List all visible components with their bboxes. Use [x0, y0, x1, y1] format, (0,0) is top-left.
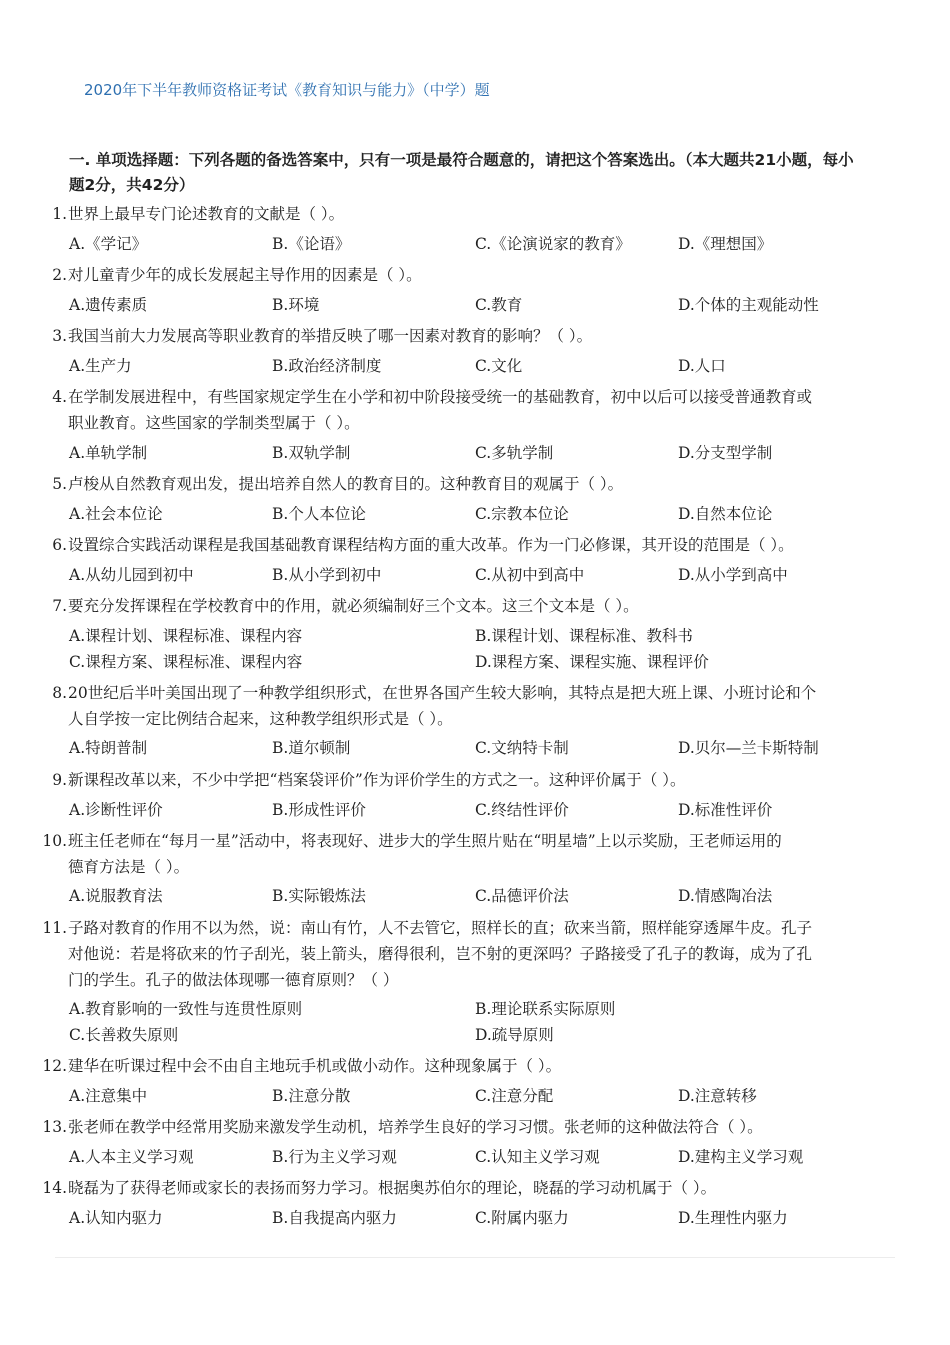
answer-option-c[interactable]: C.文化 [475, 357, 523, 375]
answer-option-d[interactable]: D.课程方案、课程实施、课程评价 [475, 653, 709, 671]
answer-option-c[interactable]: C.品德评价法 [475, 887, 569, 905]
question-number: 10. [42, 832, 67, 850]
question-text: 卢梭从自然教育观出发，提出培养自然人的教育目的。这种教育目的观属于（ ）。 [68, 475, 624, 493]
answer-option-b[interactable]: B.环境 [272, 296, 320, 314]
question-text: 张老师在教学中经常用奖励来激发学生动机，培养学生良好的学习习惯。张老师的这种做法符合（ ）。 [68, 1118, 763, 1136]
answer-option-c[interactable]: C.注意分配 [475, 1087, 554, 1105]
answer-option-c[interactable]: C.终结性评价 [475, 801, 569, 819]
answer-option-a[interactable]: A.课程计划、课程标准、课程内容 [69, 627, 303, 645]
answer-option-b[interactable]: B.政治经济制度 [272, 357, 382, 375]
answer-option-a[interactable]: A.人本主义学习观 [69, 1148, 194, 1166]
question-number: 8. [52, 684, 67, 702]
question-text: 德育方法是（ ）。 [68, 858, 190, 876]
question-text: 门的学生。孔子的做法体现哪一德育原则？（ ） [68, 971, 399, 989]
answer-option-d[interactable]: D.人口 [678, 357, 726, 375]
answer-option-b[interactable]: B.注意分散 [272, 1087, 351, 1105]
section-header: 一. 单项选择题：下列各题的备选答案中，只有一项是最符合题意的，请把这个答案选出。（本大题共21小题，每小题2分，共42分） [69, 151, 854, 194]
answer-option-a[interactable]: A.单轨学制 [69, 444, 148, 462]
question-text: 人自学按一定比例结合起来，这种教学组织形式是（ ）。 [68, 710, 453, 728]
answer-option-d[interactable]: D.自然本位论 [678, 505, 773, 523]
answer-option-c[interactable]: C.文纳特卡制 [475, 739, 569, 757]
answer-option-b[interactable]: B.自我提高内驱力 [272, 1209, 397, 1227]
question-text: 20世纪后半叶美国出现了一种教学组织形式，在世界各国产生较大影响，其特点是把大班上课、小班讨论和个 [68, 684, 817, 702]
answer-option-d[interactable]: D.《理想国》 [678, 235, 773, 253]
question-text: 职业教育。这些国家的学制类型属于（ ）。 [68, 414, 360, 432]
answer-option-d[interactable]: D.贝尔—兰卡斯特制 [678, 739, 819, 757]
question-text: 班主任老师在“每月一星”活动中，将表现好、进步大的学生照片贴在“明星墙”上以示奖励，王老师运用的 [68, 832, 782, 850]
answer-option-b[interactable]: B.《论语》 [272, 235, 351, 253]
answer-option-a[interactable]: A.特朗普制 [69, 739, 148, 757]
answer-option-b[interactable]: B.从小学到初中 [272, 566, 382, 584]
answer-option-d[interactable]: D.情感陶冶法 [678, 887, 773, 905]
question-number: 1. [52, 205, 67, 223]
answer-option-c[interactable]: C.课程方案、课程标准、课程内容 [69, 653, 303, 671]
answer-option-d[interactable]: D.个体的主观能动性 [678, 296, 819, 314]
answer-option-a[interactable]: A.生产力 [69, 357, 132, 375]
question-number: 7. [52, 597, 67, 615]
question-text: 对他说：若是将砍来的竹子刮光，装上箭头，磨得很利，岂不射的更深吗？子路接受了孔子的教诲，成为了孔 [68, 945, 813, 963]
answer-option-b[interactable]: B.课程计划、课程标准、教科书 [475, 627, 693, 645]
answer-option-b[interactable]: B.道尔顿制 [272, 739, 351, 757]
answer-option-a[interactable]: A.诊断性评价 [69, 801, 163, 819]
answer-option-c[interactable]: C.《论演说家的教育》 [475, 235, 631, 253]
question-number: 2. [52, 266, 67, 284]
answer-option-b[interactable]: B.形成性评价 [272, 801, 366, 819]
answer-option-a[interactable]: A.认知内驱力 [69, 1209, 163, 1227]
answer-option-c[interactable]: C.宗教本位论 [475, 505, 569, 523]
answer-option-c[interactable]: C.长善救失原则 [69, 1026, 179, 1044]
answer-option-d[interactable]: D.标准性评价 [678, 801, 773, 819]
question-text: 子路对教育的作用不以为然，说：南山有竹，人不去管它，照样长的直；砍来当箭，照样能穿透犀牛皮。孔子 [68, 919, 813, 937]
question-number: 12. [42, 1057, 67, 1075]
question-number: 13. [42, 1118, 67, 1136]
answer-option-a[interactable]: A.遗传素质 [69, 296, 148, 314]
question-text: 在学制发展进程中，有些国家规定学生在小学和初中阶段接受统一的基础教育，初中以后可以接受普通教育或 [68, 388, 813, 406]
question-text: 晓磊为了获得老师或家长的表扬而努力学习。根据奥苏伯尔的理论，晓磊的学习动机属于（ ）。 [68, 1179, 717, 1197]
question-text: 我国当前大力发展高等职业教育的举措反映了哪一因素对教育的影响？（ ）。 [68, 327, 593, 345]
question-number: 5. [52, 475, 67, 493]
question-text: 要充分发挥课程在学校教育中的作用，就必须编制好三个文本。这三个文本是（ ）。 [68, 597, 639, 615]
answer-option-a[interactable]: A.社会本位论 [69, 505, 163, 523]
answer-option-b[interactable]: B.双轨学制 [272, 444, 351, 462]
answer-option-a[interactable]: A.说服教育法 [69, 887, 163, 905]
answer-option-c[interactable]: C.教育 [475, 296, 523, 314]
answer-option-d[interactable]: D.疏导原则 [475, 1026, 554, 1044]
page-divider [55, 1257, 895, 1258]
answer-option-d[interactable]: D.建构主义学习观 [678, 1148, 804, 1166]
answer-option-b[interactable]: B.行为主义学习观 [272, 1148, 397, 1166]
answer-option-d[interactable]: D.从小学到高中 [678, 566, 788, 584]
question-number: 4. [52, 388, 67, 406]
question-number: 6. [52, 536, 67, 554]
answer-option-c[interactable]: C.认知主义学习观 [475, 1148, 600, 1166]
answer-option-b[interactable]: B.个人本位论 [272, 505, 366, 523]
answer-option-a[interactable]: A.《学记》 [69, 235, 148, 253]
answer-option-a[interactable]: A.注意集中 [69, 1087, 148, 1105]
answer-option-d[interactable]: D.分支型学制 [678, 444, 773, 462]
question-text: 新课程改革以来，不少中学把“档案袋评价”作为评价学生的方式之一。这种评价属于（ ）。 [68, 771, 686, 789]
question-number: 9. [52, 771, 67, 789]
answer-option-d[interactable]: D.生理性内驱力 [678, 1209, 788, 1227]
document-title: 2020年下半年教师资格证考试《教育知识与能力》（中学）题 [84, 81, 490, 99]
answer-option-d[interactable]: D.注意转移 [678, 1087, 757, 1105]
answer-option-c[interactable]: C.多轨学制 [475, 444, 554, 462]
question-number: 14. [42, 1179, 67, 1197]
answer-option-b[interactable]: B.实际锻炼法 [272, 887, 366, 905]
question-text: 世界上最早专门论述教育的文献是（ ）。 [68, 205, 345, 223]
answer-option-a[interactable]: A.从幼儿园到初中 [69, 566, 194, 584]
question-text: 对儿童青少年的成长发展起主导作用的因素是（ ）。 [68, 266, 422, 284]
question-text: 建华在听课过程中会不由自主地玩手机或做小动作。这种现象属于（ ）。 [68, 1057, 562, 1075]
question-number: 11. [42, 919, 67, 937]
answer-option-b[interactable]: B.理论联系实际原则 [475, 1000, 616, 1018]
question-text: 设置综合实践活动课程是我国基础教育课程结构方面的重大改革。作为一门必修课，其开设的范围是（ ）。 [68, 536, 794, 554]
answer-option-c[interactable]: C.附属内驱力 [475, 1209, 569, 1227]
answer-option-c[interactable]: C.从初中到高中 [475, 566, 585, 584]
answer-option-a[interactable]: A.教育影响的一致性与连贯性原则 [69, 1000, 303, 1018]
question-number: 3. [52, 327, 67, 345]
